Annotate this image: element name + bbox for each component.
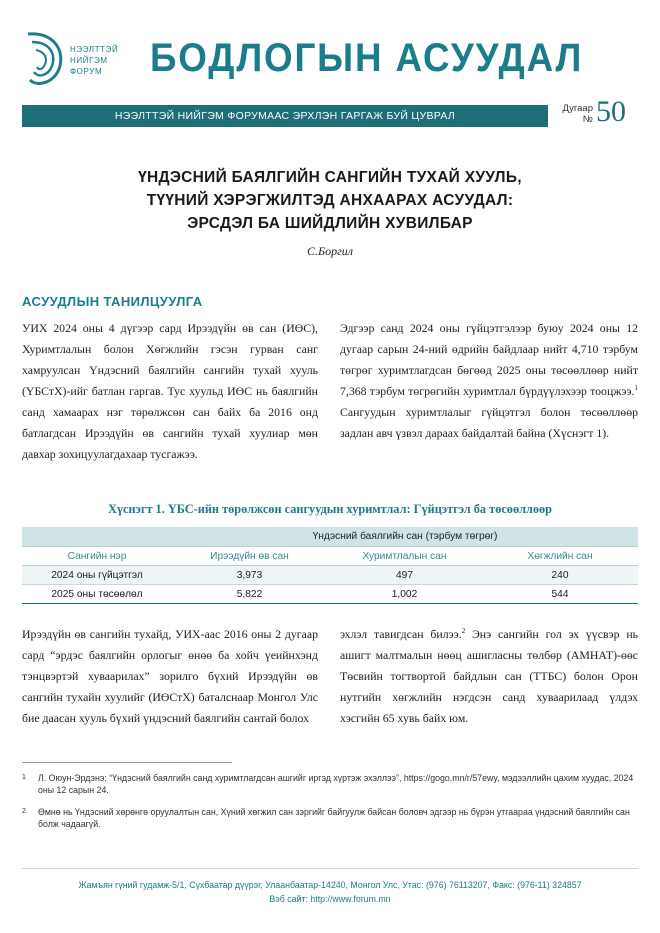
footnote-ref[interactable]: 1 <box>634 384 638 393</box>
table-group-header: Үндэсний баялгийн сан (тэрбум төгрөг) <box>172 527 638 547</box>
article-author: С.Боргил <box>307 244 353 258</box>
logo-line: ФОРУМ <box>70 67 103 76</box>
footnote <box>22 772 638 796</box>
footnote-number: 2 <box>22 808 26 815</box>
footnote-ref[interactable]: 2 <box>461 627 466 636</box>
table-group-blank <box>22 527 172 547</box>
series-bar: НЭЭЛТТЭЙ НИЙГЭМ ФОРУМААС ЭРХЛЭН ГАРГАЖ БУЙ ЦУВРАЛ <box>22 105 548 127</box>
logo-wordmark <box>70 44 150 77</box>
publication-title: БОДЛОГЫН АСУУДАЛ <box>150 36 584 80</box>
footnote-text[interactable]: Л. Оюун-Эрдэнэ: “Үндэсний баялгийн санд хуримтлагдсан ашгийг иргэд хүртэж эхэллээ”, https://gogo.mn/r/57ewy, мэдээллийн цахим хуудас, 2024 оны 12 сарын 24. <box>38 773 634 795</box>
table-cell: 3,973 <box>172 566 327 585</box>
footer-website[interactable]: Вэб сайт: http://www.forum.mn <box>269 894 391 904</box>
body-right-paragraph <box>340 624 638 729</box>
table-cell: 5,822 <box>172 585 327 604</box>
accumulation-table <box>22 527 638 604</box>
column-header: Хуримтлалын сан <box>327 547 482 566</box>
intro-right-paragraph <box>340 318 638 444</box>
table-row <box>22 585 638 604</box>
footer-divider <box>22 868 638 869</box>
logo-line: НЭЭЛТТЭЙ <box>70 45 119 54</box>
headline-line: ҮНДЭСНИЙ БАЯЛГИЙН САНГИЙН ТУХАЙ ХУУЛЬ, <box>138 169 522 186</box>
table-group-header-row <box>22 527 638 547</box>
intro-right-tail: Сангуудын хуримтлалыг гүйцэтгэл болон төсөөллөөр задлан авч үзвэл дараах байдалтай байна (Хүснэгт 1). <box>340 405 638 440</box>
intro-left-paragraph: УИХ 2024 оны 4 дүгээр сард Ирээдүйн өв сан (ИӨС), Хуримтлалын болон Хөгжлийн гэсэн гурван санг хамруулсан Үндэсний баялгийн сангийн тухай хууль (ҮБСтХ)-ийг батлан гаргав. Тус хуульд ИӨС нь баялгийн санд хамаарах нэг төрөлжсөн сан байх ба 2016 онд батлагдсан Ирээдүйн өв сангийн тухай хуулиар мөн давхар зохицуулагдахаар тусгажээ. <box>22 321 318 461</box>
table-cell: 240 <box>482 566 638 585</box>
logo-line: НИЙГЭМ <box>70 56 108 65</box>
table-cell: 2024 оны гүйцэтгэл <box>22 566 172 585</box>
table-cell: 497 <box>327 566 482 585</box>
footnote <box>22 806 638 830</box>
table-header-row <box>22 547 638 566</box>
footnote-text: Өмнө нь Үндэсний хөрөнгө оруулалтын сан, Хүний хөгжил сан зэргийг байгуулж байсан боловч эдгээр нь бүрэн утгаараа үндэсний баялгийн сан болж чадаагүй. <box>38 807 630 829</box>
body-right-head: эхлэл тавигдсан билээ. <box>340 627 462 641</box>
issue-label-word: Дугаар <box>562 103 593 114</box>
body-right-tail: Энэ сангийн гол эх үүсвэр нь ашигт малтмалын нөөц ашигласны төлбөр (АМНАТ)-өөс Төсвийн тогтвортой байдлын сан (ТТБС) болон Орон нутгийн хөгжлийн нэгдсэн санд хуваарилаад үлдэх хэсгийн 65 хувь байх юм. <box>340 627 639 725</box>
issue-label-sign: № <box>582 114 593 125</box>
forum-logo-icon <box>22 30 66 90</box>
issue-label <box>553 103 593 125</box>
table-cell: 1,002 <box>327 585 482 604</box>
table-caption: Хүснэгт 1. ҮБС-ийн төрөлжсөн сангуудын хуримтлал: Гүйцэтгэл ба төсөөллөөр <box>107 502 553 516</box>
issue-number: 50 <box>596 95 626 128</box>
intro-right-text: Эдгээр санд 2024 оны гүйцэтгэлээр буюу 2024 оны 12 дугаар сарын 24-ний өдрийн байдлаар нийт 4,710 тэрбум төгрөг хуримтлагдсан бөгөөд 2025 оны төсөөллөөр нийт 7,368 тэрбум төгрөгийн хуримтлал бүрдүүлэхээр тооцжээ. <box>340 321 638 398</box>
footer-address: Жамъян гүний гудамж-5/1, Сүхбаатар дүүрэг, Улаанбаатар-14240, Монгол Улс, Утас: (976) 76113207, Факс: (976-11) 324857 <box>78 880 582 890</box>
headline-line: ТҮҮНИЙ ХЭРЭГЖИЛТЭД АНХААРАХ АСУУДАЛ: <box>146 192 514 209</box>
column-header: Сангийн нэр <box>22 547 172 566</box>
headline-line: ЭРСДЭЛ БА ШИЙДЛИЙН ХУВИЛБАР <box>187 215 473 232</box>
footnote-divider <box>22 762 232 763</box>
footnote-number: 1 <box>22 774 26 781</box>
table-row <box>22 566 638 585</box>
section-title: АСУУДЛЫН ТАНИЛЦУУЛГА <box>22 294 203 309</box>
table-cell: 544 <box>482 585 638 604</box>
article-headline <box>40 166 620 235</box>
body-left-paragraph: Ирээдүйн өв сангийн тухайд, УИХ-аас 2016 оны 2 дугаар сард “эрдэс баялгийн орлогыг өнөө ба хойч үеийнхэнд тэнцвэртэй хуваарилах” зорилго бүхий Ирээдүйн өв сангийн тухайн хуулийг (ИӨСтХ) баталснаар Монгол Улс бие даасан хууль бүхий үндэсний баялгийн сантай болох <box>22 627 318 725</box>
table-cell: 2025 оны төсөөлөл <box>22 585 172 604</box>
column-header: Ирээдүйн өв сан <box>172 547 327 566</box>
column-header: Хөгжлийн сан <box>482 547 638 566</box>
